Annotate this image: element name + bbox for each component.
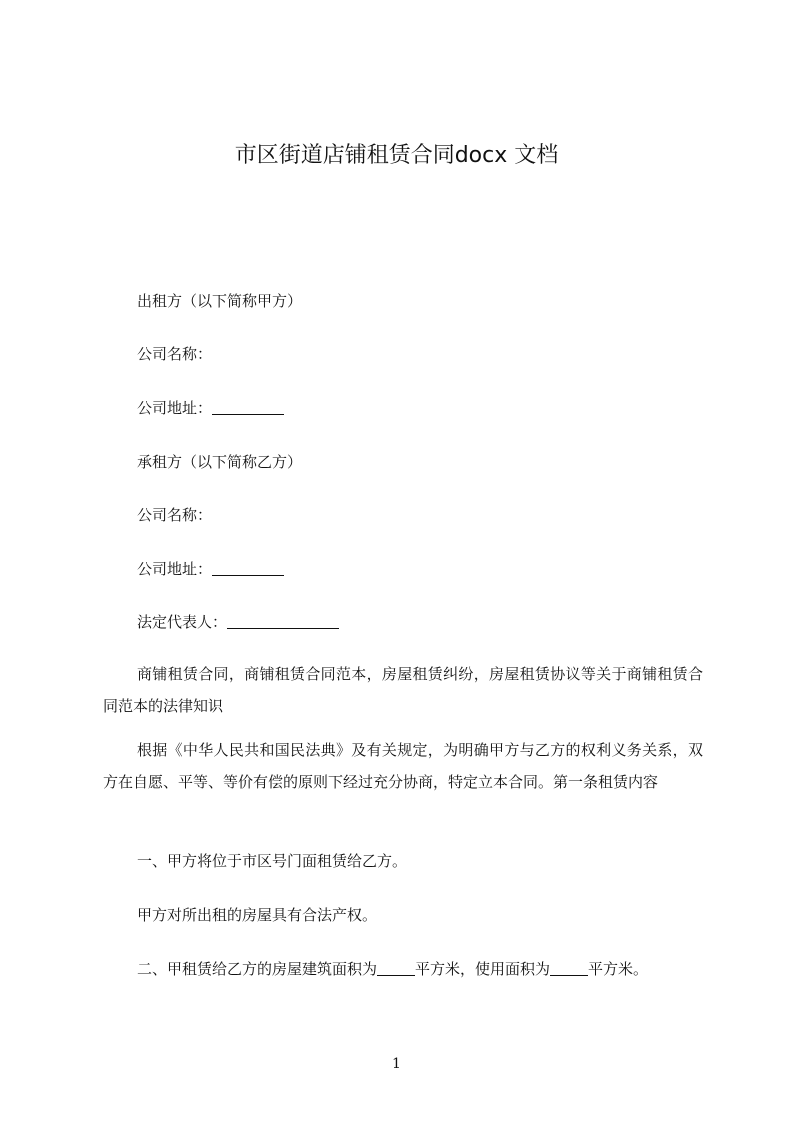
- clause-2-row: [137, 958, 648, 980]
- page-number: 1: [392, 1056, 401, 1072]
- basis-paragraph: 根据《中华人民共和国民法典》及有关规定，为明确甲方与乙方的权利义务关系，双方在自愿、平等、等价有偿的原则下经过充分协商，特定立本合同。第一条租赁内容: [103, 741, 703, 791]
- legal-rep-blank: [227, 613, 339, 629]
- lessee-heading: 承租方（以下简称乙方）: [137, 453, 303, 471]
- clause-2-part1: 二、甲租赁给乙方的房屋建筑面积为: [137, 960, 378, 978]
- lessee-company-name-label: 公司名称：: [137, 506, 213, 524]
- usable-area-blank: [550, 960, 588, 976]
- building-area-blank: [377, 960, 415, 976]
- lessor-company-address-label: 公司地址：: [137, 399, 213, 417]
- lessor-company-address-blank: [212, 399, 284, 415]
- lessee-company-address-blank: [212, 560, 284, 576]
- clause-2-part3: 平方米。: [588, 960, 649, 978]
- clause-2-part2: 平方米，使用面积为: [415, 960, 551, 978]
- intro-paragraph: 商铺租赁合同，商铺租赁合同范本，房屋租赁纠纷，房屋租赁协议等关于商铺租赁合同范本的法律知识: [103, 665, 703, 715]
- page-title: 市区街道店铺租赁合同docx 文档: [234, 143, 559, 168]
- lessor-company-name-label: 公司名称：: [137, 345, 213, 363]
- legal-rep-row: [137, 611, 339, 633]
- ownership-statement: 甲方对所出租的房屋具有合法产权。: [137, 906, 378, 924]
- lessee-company-address-row: [137, 558, 284, 580]
- lessor-heading: 出租方（以下简称甲方）: [137, 292, 303, 310]
- legal-rep-label: 法定代表人：: [137, 613, 228, 631]
- clause-1: 一、甲方将位于市区号门面租赁给乙方。: [137, 852, 408, 870]
- lessee-company-address-label: 公司地址：: [137, 560, 213, 578]
- lessor-company-address-row: [137, 397, 284, 419]
